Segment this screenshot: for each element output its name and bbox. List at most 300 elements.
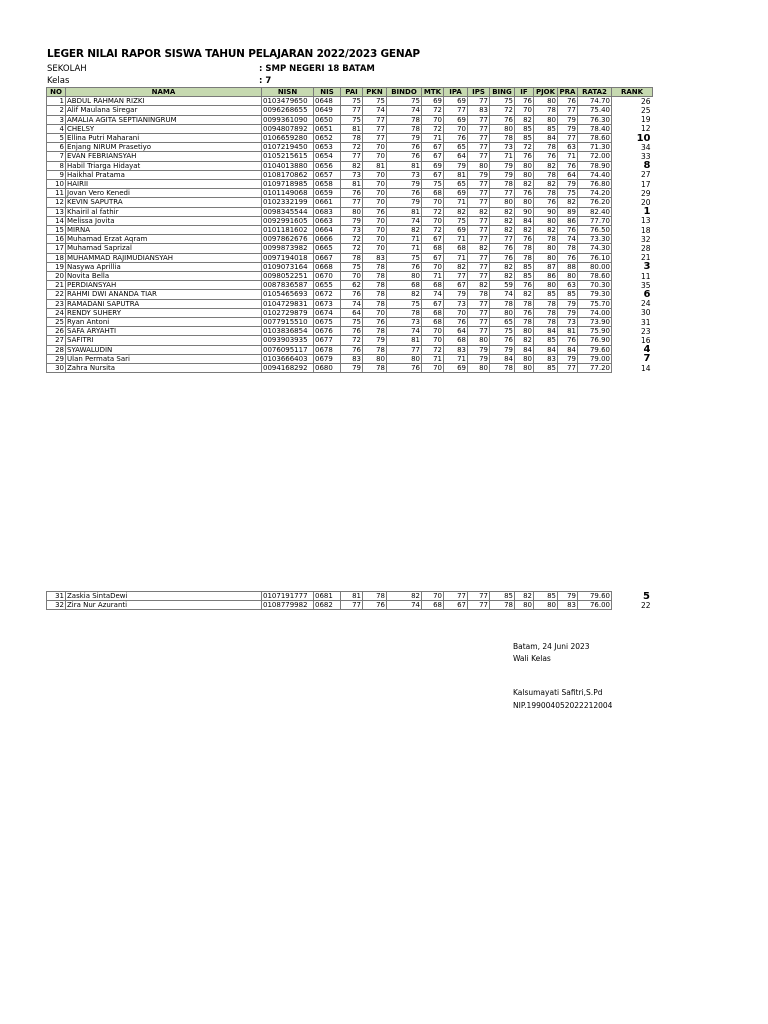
cell-nama: Zahra Nursita [66,364,262,373]
cell-rank: 11 [640,271,651,281]
col-header-ips: IPS [468,88,490,97]
col-header-nis: NIS [314,88,341,97]
cell-ipa: 71 [444,253,468,262]
cell-pra: 79 [558,308,578,317]
cell-nisn: 0106659280 [262,134,314,143]
cell-bing: 78 [490,299,515,308]
cell-nisn: 0103479650 [262,97,314,106]
cell-bindo: 82 [387,226,422,235]
cell-no: 8 [47,161,66,170]
cell-mtk: 67 [422,235,444,244]
cell-pai: 83 [341,354,363,363]
signature-nip: NIP.199004052022212004 [513,701,613,710]
cell-rank: 26 [640,96,651,106]
cell-nama: SAFA ARYAHTI [66,327,262,336]
cell-mtk: 68 [422,244,444,253]
cell-mtk: 67 [422,253,444,262]
cell-mtk: 70 [422,115,444,124]
cell-if: 80 [515,354,534,363]
cell-nama: Zaskia SintaDewi [66,592,262,601]
cell-pai: 70 [341,272,363,281]
cell-nis: 0683 [314,207,341,216]
cell-bing: 82 [490,216,515,225]
cell-nisn: 0094168292 [262,364,314,373]
cell-ips: 77 [468,318,490,327]
cell-pra: 63 [558,281,578,290]
cell-bing: 77 [490,189,515,198]
cell-bindo: 79 [387,198,422,207]
cell-bing: 80 [490,124,515,133]
cell-rank: 31 [640,317,651,327]
cell-pjok: 85 [534,290,558,299]
cell-if: 80 [515,364,534,373]
cell-if: 85 [515,262,534,271]
cell-pjok: 84 [534,345,558,354]
cell-nisn: 0099361090 [262,115,314,124]
cell-pkn: 78 [363,364,387,373]
cell-bing: 74 [490,290,515,299]
cell-ips: 77 [468,327,490,336]
cell-ipa: 77 [444,106,468,115]
cell-mtk: 69 [422,161,444,170]
cell-ips: 77 [468,235,490,244]
cell-nama: Ulan Permata Sari [66,354,262,363]
col-header-nama: NAMA [66,88,262,97]
table-row [47,161,653,170]
col-header-rata2: RATA2 [578,88,612,97]
cell-rata: 78.60 [578,272,612,281]
cell-nama: MIRNA [66,226,262,235]
cell-ipa: 71 [444,235,468,244]
grades-table-continued [46,591,653,610]
cell-ips: 79 [468,354,490,363]
table-row [47,170,653,179]
cell-bing: 82 [490,226,515,235]
table-header [47,88,653,97]
cell-pra: 79 [558,180,578,189]
cell-pjok: 82 [534,161,558,170]
cell-nis: 0672 [314,290,341,299]
cell-pai: 74 [341,299,363,308]
cell-ips: 82 [468,207,490,216]
cell-ips: 77 [468,152,490,161]
table-row [47,97,653,106]
cell-if: 78 [515,299,534,308]
cell-pra: 77 [558,106,578,115]
cell-rata: 76.50 [578,226,612,235]
cell-pra: 86 [558,216,578,225]
cell-rank: 19 [640,115,651,125]
cell-rank: 13 [640,216,651,226]
cell-rata: 78.40 [578,124,612,133]
cell-if: 80 [515,601,534,610]
cell-ipa: 83 [444,345,468,354]
cell-nis: 0648 [314,97,341,106]
cell-pra: 76 [558,226,578,235]
cell-rank: 17 [640,179,651,189]
school-row [47,64,375,74]
cell-nama: Nasywa Aprillia [66,262,262,271]
cell-mtk: 69 [422,97,444,106]
cell-nis: 0673 [314,299,341,308]
cell-pai: 76 [341,189,363,198]
cell-bindo: 76 [387,364,422,373]
cell-nama: Habil Triarga Hidayat [66,161,262,170]
cell-pkn: 78 [363,272,387,281]
cell-pra: 75 [558,189,578,198]
cell-pkn: 75 [363,97,387,106]
cell-pai: 76 [341,327,363,336]
table-row [47,364,653,373]
cell-no: 21 [47,281,66,290]
cell-rata: 74.40 [578,170,612,179]
cell-mtk: 70 [422,364,444,373]
cell-bing: 65 [490,318,515,327]
cell-if: 82 [515,226,534,235]
col-header-if: IF [515,88,534,97]
cell-ips: 77 [468,601,490,610]
cell-pai: 75 [341,97,363,106]
table-row [47,152,653,161]
cell-pra: 82 [558,198,578,207]
cell-pra: 79 [558,115,578,124]
cell-rank: 27 [640,170,651,180]
cell-bindo: 80 [387,272,422,281]
cell-ips: 77 [468,299,490,308]
cell-nis: 0657 [314,170,341,179]
table-row [47,290,653,299]
cell-pkn: 78 [363,281,387,290]
cell-pkn: 77 [363,115,387,124]
cell-rank: 12 [640,124,651,134]
cell-nisn: 0098052251 [262,272,314,281]
col-header-bindo: BINDO [387,88,422,97]
cell-pjok: 84 [534,134,558,143]
cell-nis: 0664 [314,226,341,235]
cell-if: 80 [515,161,534,170]
cell-if: 85 [515,124,534,133]
cell-pra: 84 [558,345,578,354]
cell-mtk: 75 [422,180,444,189]
cell-nis: 0652 [314,134,341,143]
cell-mtk: 71 [422,272,444,281]
cell-pra: 89 [558,207,578,216]
cell-ipa: 69 [444,364,468,373]
cell-rata: 80.00 [578,262,612,271]
cell-if: 78 [515,253,534,262]
cell-pai: 75 [341,262,363,271]
cell-if: 80 [515,327,534,336]
cell-pai: 73 [341,170,363,179]
col-header-pkn: PKN [363,88,387,97]
cell-no: 20 [47,272,66,281]
cell-pjok: 84 [534,327,558,336]
cell-pra: 80 [558,272,578,281]
cell-mtk: 67 [422,143,444,152]
cell-nama: Khairil al fathir [66,207,262,216]
cell-nama: CHELSY [66,124,262,133]
cell-nis: 0659 [314,189,341,198]
cell-rata: 76.30 [578,115,612,124]
cell-pai: 62 [341,281,363,290]
cell-ips: 77 [468,143,490,152]
cell-rata: 76.20 [578,198,612,207]
cell-bindo: 76 [387,152,422,161]
cell-rata: 74.20 [578,189,612,198]
table-row [47,299,653,308]
cell-no: 2 [47,106,66,115]
cell-pkn: 70 [363,216,387,225]
col-header-pjok: PJOK [534,88,558,97]
cell-no: 23 [47,299,66,308]
cell-rata: 77.70 [578,216,612,225]
cell-mtk: 70 [422,216,444,225]
cell-ips: 77 [468,180,490,189]
cell-pra: 74 [558,235,578,244]
cell-ipa: 68 [444,244,468,253]
table-row [47,180,653,189]
signature-place-date: Batam, 24 Juni 2023 [513,642,590,651]
cell-ipa: 67 [444,281,468,290]
cell-nis: 0676 [314,327,341,336]
cell-nama: Zira Nur Azuranti [66,601,262,610]
cell-nama: Muhamad Saprizal [66,244,262,253]
cell-nis: 0678 [314,345,341,354]
cell-ipa: 68 [444,336,468,345]
cell-mtk: 71 [422,354,444,363]
cell-bindo: 71 [387,235,422,244]
cell-pkn: 70 [363,244,387,253]
cell-ipa: 67 [444,601,468,610]
cell-bindo: 71 [387,244,422,253]
cell-mtk: 68 [422,601,444,610]
cell-nis: 0656 [314,161,341,170]
cell-nisn: 0097194018 [262,253,314,262]
table-row [47,345,653,354]
cell-nisn: 0109073164 [262,262,314,271]
cell-ips: 77 [468,253,490,262]
table-row [47,124,653,133]
cell-nisn: 0092991605 [262,216,314,225]
table-row [47,262,653,271]
cell-pai: 72 [341,336,363,345]
cell-bindo: 68 [387,281,422,290]
cell-ips: 77 [468,226,490,235]
table-row [47,115,653,124]
cell-nisn: 0107191777 [262,592,314,601]
cell-pra: 79 [558,299,578,308]
col-header-pai: PAI [341,88,363,97]
cell-pra: 63 [558,143,578,152]
cell-mtk: 67 [422,152,444,161]
cell-rank: 24 [640,299,651,309]
cell-nisn: 0094807892 [262,124,314,133]
table-row [47,253,653,262]
cell-mtk: 74 [422,290,444,299]
cell-bindo: 81 [387,161,422,170]
cell-pra: 79 [558,124,578,133]
cell-nama: Muhamad Erzat Aqram [66,235,262,244]
cell-no: 10 [47,180,66,189]
cell-nama: PERDIANSYAH [66,281,262,290]
table-row [47,336,653,345]
table-row [47,244,653,253]
cell-mtk: 70 [422,198,444,207]
cell-no: 30 [47,364,66,373]
cell-no: 17 [47,244,66,253]
cell-if: 76 [515,308,534,317]
cell-bing: 76 [490,115,515,124]
cell-bing: 75 [490,327,515,336]
cell-if: 85 [515,272,534,281]
cell-pkn: 81 [363,161,387,170]
cell-pjok: 80 [534,281,558,290]
cell-pkn: 70 [363,308,387,317]
cell-nis: 0668 [314,262,341,271]
cell-pjok: 78 [534,106,558,115]
cell-bing: 84 [490,354,515,363]
cell-rank: 3 [643,262,651,272]
cell-bindo: 76 [387,143,422,152]
cell-if: 80 [515,198,534,207]
cell-no: 15 [47,226,66,235]
cell-rank: 8 [643,161,651,171]
cell-pai: 78 [341,253,363,262]
cell-if: 70 [515,106,534,115]
cell-pai: 72 [341,235,363,244]
cell-if: 72 [515,143,534,152]
cell-pkn: 76 [363,207,387,216]
cell-if: 85 [515,134,534,143]
cell-rata: 78.60 [578,134,612,143]
cell-pkn: 77 [363,134,387,143]
cell-nis: 0658 [314,180,341,189]
cell-pkn: 70 [363,189,387,198]
cell-no: 22 [47,290,66,299]
cell-nisn: 0108170862 [262,170,314,179]
cell-bing: 85 [490,592,515,601]
cell-bindo: 76 [387,262,422,271]
cell-bing: 76 [490,253,515,262]
cell-rank: 21 [640,253,651,263]
cell-pai: 81 [341,592,363,601]
cell-rank: 5 [643,591,650,601]
cell-bing: 76 [490,336,515,345]
cell-nis: 0661 [314,198,341,207]
cell-bing: 79 [490,170,515,179]
cell-nisn: 0101181602 [262,226,314,235]
cell-nisn: 0102332199 [262,198,314,207]
cell-nisn: 0104729831 [262,299,314,308]
cell-rank: 16 [640,335,651,345]
cell-nisn: 0077915510 [262,318,314,327]
cell-nis: 0665 [314,244,341,253]
cell-pai: 79 [341,364,363,373]
table-body [47,97,653,373]
cell-ips: 77 [468,97,490,106]
cell-no: 31 [47,592,66,601]
cell-no: 6 [47,143,66,152]
cell-pkn: 70 [363,152,387,161]
cell-pra: 71 [558,152,578,161]
cell-ips: 77 [468,592,490,601]
cell-ipa: 79 [444,161,468,170]
cell-no: 4 [47,124,66,133]
table-row [47,272,653,281]
cell-no: 14 [47,216,66,225]
cell-bing: 82 [490,207,515,216]
school-label: SEKOLAH [47,64,87,74]
cell-pjok: 83 [534,354,558,363]
cell-pai: 75 [341,318,363,327]
cell-pjok: 85 [534,124,558,133]
cell-ips: 77 [468,124,490,133]
cell-rank: 10 [636,133,651,143]
cell-ips: 82 [468,244,490,253]
cell-nama: Novita Bella [66,272,262,281]
cell-nis: 0650 [314,115,341,124]
cell-pjok: 76 [534,152,558,161]
cell-ipa: 77 [444,272,468,281]
cell-mtk: 72 [422,226,444,235]
cell-nama: SYAWALUDIN [66,345,262,354]
cell-if: 76 [515,281,534,290]
cell-rank: 7 [643,354,651,364]
cell-no: 27 [47,336,66,345]
cell-pjok: 85 [534,364,558,373]
cell-pra: 85 [558,290,578,299]
cell-rata: 76.10 [578,253,612,262]
cell-rata: 76.90 [578,336,612,345]
cell-pjok: 78 [534,308,558,317]
col-header-bing: BING [490,88,515,97]
cell-pra: 79 [558,354,578,363]
cell-ipa: 69 [444,226,468,235]
cell-mtk: 71 [422,134,444,143]
cell-bindo: 74 [387,106,422,115]
cell-if: 82 [515,115,534,124]
cell-mtk: 72 [422,345,444,354]
cell-mtk: 72 [422,124,444,133]
cell-mtk: 67 [422,299,444,308]
table-row [47,198,653,207]
cell-pkn: 76 [363,318,387,327]
cell-no: 13 [47,207,66,216]
cell-bindo: 77 [387,345,422,354]
cell-pra: 73 [558,318,578,327]
cell-bindo: 74 [387,327,422,336]
cell-bing: 59 [490,281,515,290]
table-row [47,106,653,115]
cell-bindo: 82 [387,592,422,601]
cell-pkn: 78 [363,290,387,299]
cell-no: 11 [47,189,66,198]
cell-rank: 20 [640,197,651,207]
school-value: : SMP NEGERI 18 BATAM [259,64,375,74]
cell-rata: 75.40 [578,106,612,115]
cell-ipa: 69 [444,115,468,124]
cell-rata: 79.30 [578,290,612,299]
page-title: LEGER NILAI RAPOR SISWA TAHUN PELAJARAN 2022/2023 GENAP [47,48,420,60]
cell-mtk: 70 [422,592,444,601]
cell-pkn: 77 [363,124,387,133]
cell-ipa: 75 [444,216,468,225]
cell-nis: 0670 [314,272,341,281]
cell-pkn: 78 [363,262,387,271]
table-row [47,134,653,143]
cell-bing: 73 [490,143,515,152]
cell-mtk: 72 [422,207,444,216]
